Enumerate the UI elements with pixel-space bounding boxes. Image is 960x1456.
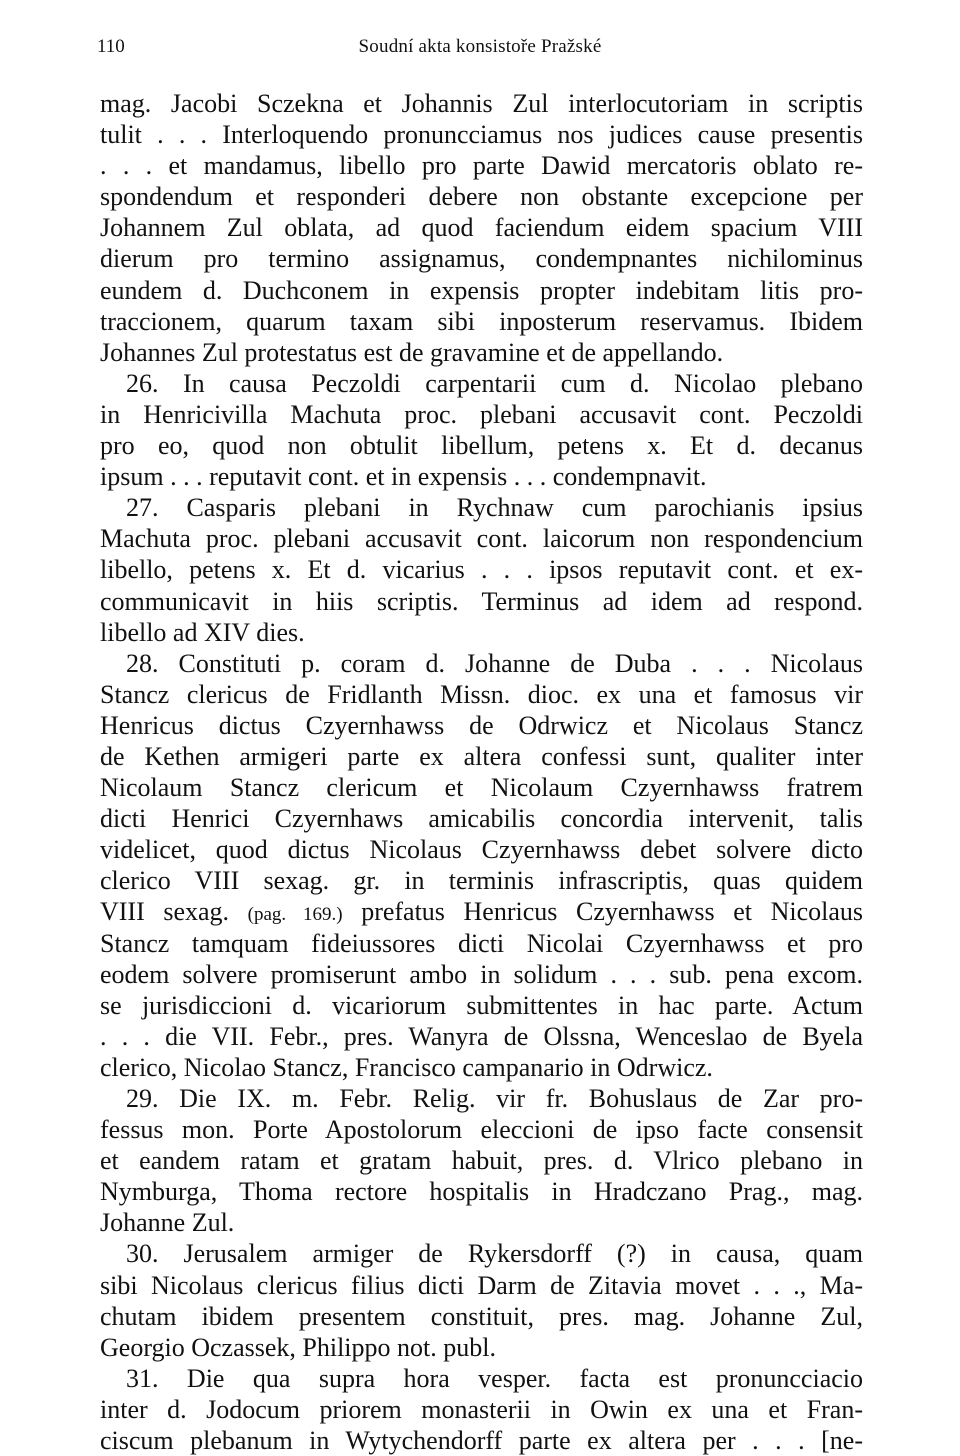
text-line: ipsum . . . reputavit cont. et in expensis . . . condempnavit. — [100, 462, 707, 492]
text-line: 26. In causa Peczoldi carpentarii cum d. Nicolao plebano — [126, 368, 863, 398]
text-line: Nicolaum Stancz clericum et Nicolaum Czyernhawss fratrem — [100, 773, 863, 803]
text-line: 30. Jerusalem armiger de Rykersdorff (?) in causa, quam — [126, 1239, 863, 1269]
text-line: mag. Jacobi Sczekna et Johannis Zul interlocutoriam in scriptis — [100, 89, 863, 118]
text-line: Stancz clericus de Fridlanth Missn. dioc. ex una et famosus vir — [100, 679, 863, 709]
text-line: dierum pro termino assignamus, condempnantes nichilominus — [100, 244, 863, 274]
text-line: . . . et mandamus, libello pro parte Dawid mercatoris oblato re- — [100, 151, 863, 181]
text-line: Johannes Zul protestatus est de gravamine et de appellando. — [100, 337, 724, 367]
text-line: Nymburga, Thoma rectore hospitalis in Hradczano Prag., mag. — [100, 1177, 863, 1207]
text-line: clerico, Nicolao Stancz, Francisco campanario in Odrwicz. — [100, 1052, 713, 1082]
text-line: Machuta proc. plebani accusavit cont. laicorum non respondencium — [100, 524, 863, 554]
text-line: Henricus dictus Czyernhawss de Odrwicz et Nicolaus Stancz — [100, 710, 863, 740]
text-line: 27. Casparis plebani in Rychnaw cum parochianis ipsius — [126, 493, 863, 523]
text-line: Johannem Zul oblata, ad quod faciendum eidem spacium VIII — [100, 213, 863, 243]
text-line: Johanne Zul. — [100, 1208, 235, 1238]
text-line — [100, 896, 863, 927]
text-line: dicti Henrici Czyernhaws amicabilis concordia intervenit, talis — [100, 804, 863, 834]
text-line: ciscum plebanum in Wytychendorff parte ex altera per . . . [ne- — [100, 1426, 863, 1456]
text-line: Stancz tamquam fideiussores dicti Nicolai Czyernhawss et pro — [100, 928, 863, 958]
text-line: clerico VIII sexag. gr. in terminis infrascriptis, quas quidem — [100, 866, 863, 896]
text-line: Georgio Oczassek, Philippo not. publ. — [100, 1332, 496, 1362]
text-line: sibi Nicolaus clericus filius dicti Darm de Zitavia movet . . ., Ma- — [100, 1270, 863, 1300]
text-line: inter d. Jodocum priorem monasterii in Owin ex una et Fran- — [100, 1394, 863, 1424]
text-line: communicavit in hiis scriptis. Terminus ad idem ad respond. — [100, 586, 863, 616]
text-line: 31. Die qua supra hora vesper. facta est pronuncciacio — [126, 1363, 863, 1393]
text-line: libello ad XIV dies. — [100, 617, 305, 647]
text-line: tulit . . . Interloquendo pronuncciamus nos judices cause presentis — [100, 120, 863, 150]
text-line: fessus mon. Porte Apostolorum eleccioni de ipso facte consensit — [100, 1115, 863, 1145]
text-line: pro eo, quod non obtulit libellum, petens x. Et d. decanus — [100, 431, 863, 461]
page-number: 110 — [97, 36, 125, 57]
text-line: videlicet, quod dictus Nicolaus Czyernhawss debet solvere dicto — [100, 835, 863, 865]
text-line: eodem solvere promiserunt ambo in solidum . . . sub. pena excom. — [100, 959, 863, 989]
body-text — [100, 88, 863, 1456]
text-line: de Kethen armigeri parte ex altera confessi sunt, qualiter inter — [100, 741, 863, 771]
text-line: eundem d. Duchconem in expensis propter indebitam litis pro- — [100, 275, 863, 305]
text-line: in Henricivilla Machuta proc. plebani accusavit cont. Peczoldi — [100, 399, 863, 429]
running-title: Soudní akta konsistoře Pražské — [358, 36, 602, 57]
text-segment: prefatus Henricus Czyernhawss et Nicolaus — [342, 897, 863, 927]
text-line: libello, petens x. Et d. vicarius . . . ipsos reputavit cont. et ex- — [100, 555, 863, 585]
text-segment: VIII sexag. — [100, 897, 248, 927]
text-line: se jurisdiccioni d. vicariorum submittentes in hac parte. Actum — [100, 990, 863, 1020]
text-line: traccionem, quarum taxam sibi inposterum reservamus. Ibidem — [100, 306, 863, 336]
text-line: 28. Constituti p. coram d. Johanne de Duba . . . Nicolaus — [126, 648, 863, 678]
text-line: 29. Die IX. m. Febr. Relig. vir fr. Bohuslaus de Zar pro- — [126, 1084, 863, 1113]
text-line: spondendum et responderi debere non obstante excepcione per — [100, 182, 863, 212]
text-line: . . . die VII. Febr., pres. Wanyra de Olssna, Wenceslao de Byela — [100, 1021, 863, 1051]
text-line: et eandem ratam et gratam habuit, pres. d. Vlrico plebano in — [100, 1146, 863, 1176]
text-line: chutam ibidem presentem constituit, pres. mag. Johanne Zul, — [100, 1301, 863, 1331]
page-reference: (pag. 169.) — [247, 904, 343, 926]
